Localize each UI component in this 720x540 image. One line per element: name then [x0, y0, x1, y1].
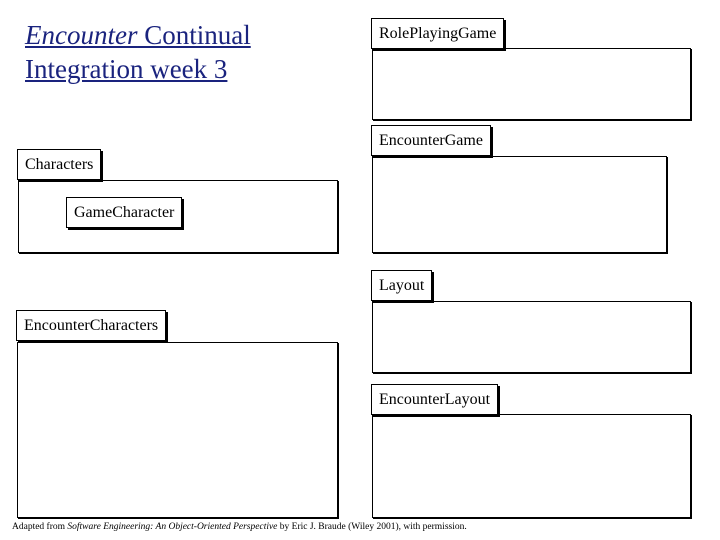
- package-layout-tab: [371, 270, 432, 301]
- class-game-character: [66, 197, 182, 228]
- package-encounter-layout-tab: [371, 384, 498, 415]
- package-layout-label: Layout: [379, 277, 425, 294]
- package-layout-body: [372, 301, 691, 373]
- package-encounter-characters-label: EncounterCharacters: [24, 317, 159, 334]
- package-encounter-game-body: [372, 156, 667, 253]
- package-encounter-layout-label: EncounterLayout: [379, 391, 491, 408]
- package-characters-label: Characters: [25, 156, 94, 173]
- package-role-playing-game-label: RolePlayingGame: [379, 25, 497, 42]
- package-encounter-game-label: EncounterGame: [379, 132, 483, 149]
- package-role-playing-game-tab: [371, 18, 504, 49]
- footer-suffix: by Eric J. Braude (Wiley 2001), with permission.: [277, 522, 467, 532]
- footer-credit: [12, 522, 467, 532]
- package-encounter-game-tab: [371, 125, 491, 156]
- package-role-playing-game-body: [372, 48, 691, 120]
- package-encounter-characters-tab: [16, 310, 166, 341]
- package-encounter-layout-body: [372, 414, 691, 518]
- package-characters-tab: [17, 149, 101, 180]
- footer-book-title: Software Engineering: An Object-Oriented Perspective: [67, 522, 278, 532]
- page-title: [25, 18, 325, 86]
- class-game-character-label: GameCharacter: [74, 204, 175, 221]
- title-italic-word: Encounter: [25, 20, 138, 50]
- title-rest: Continual Integration week 3: [25, 20, 251, 84]
- footer-prefix: Adapted from: [12, 522, 68, 532]
- package-encounter-characters-body: [17, 342, 338, 518]
